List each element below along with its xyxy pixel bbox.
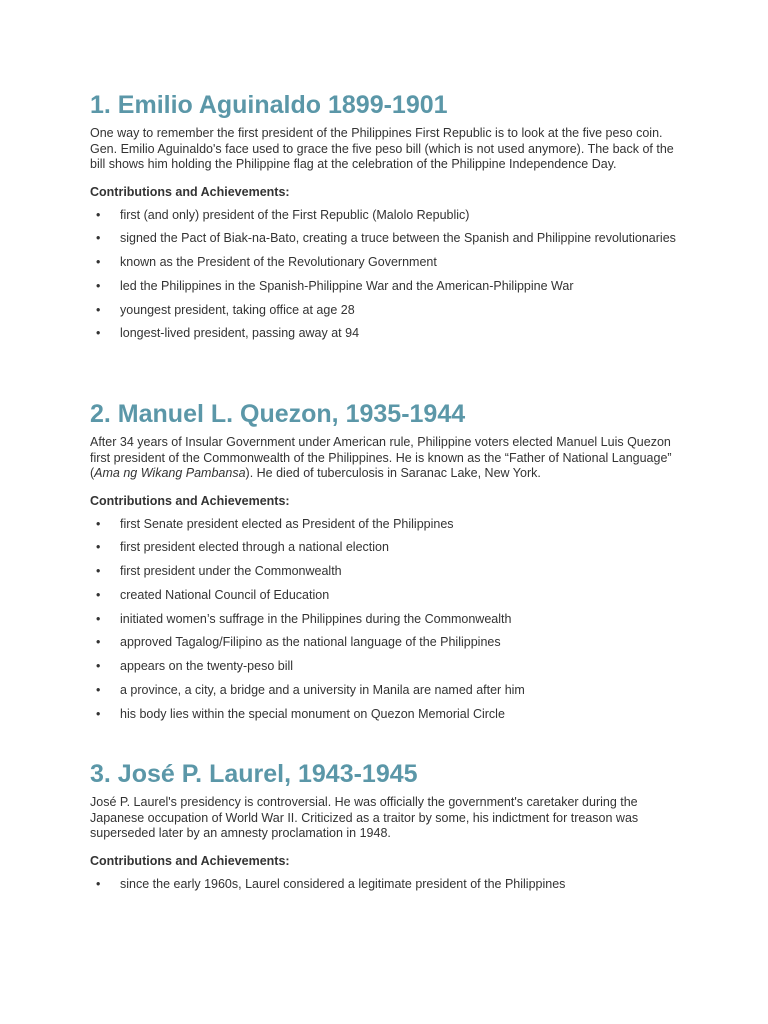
list-item: • first (and only) president of the First Republic (Malolo Republic)	[96, 207, 470, 222]
list-item: • approved Tagalog/Filipino as the national language of the Philippines	[96, 635, 501, 650]
contributions-subheading: Contributions and Achievements:	[90, 853, 290, 868]
bullet-icon: •	[96, 683, 101, 698]
contributions-list	[90, 517, 680, 723]
contributions-subheading: Contributions and Achievements:	[90, 184, 290, 199]
bullet-icon: •	[96, 302, 101, 317]
contributions-subheading: Contributions and Achievements:	[90, 493, 290, 508]
list-item: • since the early 1960s, Laurel considered a legitimate president of the Philippines	[96, 876, 566, 891]
section-title: 1. Emilio Aguinaldo 1899-1901	[90, 91, 448, 119]
bullet-icon: •	[96, 255, 101, 270]
section-title: 3. José P. Laurel, 1943-1945	[90, 760, 418, 788]
bullet-icon: •	[96, 540, 101, 555]
bullet-icon: •	[96, 706, 101, 721]
list-item: • longest-lived president, passing away at 94	[96, 326, 360, 341]
list-item: • first Senate president elected as President of the Philippines	[96, 516, 454, 531]
list-item: • appears on the twenty-peso bill	[96, 659, 294, 674]
list-item: • a province, a city, a bridge and a university in Manila are named after him	[96, 683, 525, 698]
list-item: • initiated women’s suffrage in the Philippines during the Commonwealth	[96, 611, 512, 626]
bullet-icon: •	[96, 278, 101, 293]
bullet-icon: •	[96, 207, 101, 222]
bullet-icon: •	[96, 611, 101, 626]
list-item: • his body lies within the special monument on Quezon Memorial Circle	[96, 706, 505, 721]
italic-phrase: Ama ng Wikang Pambansa	[94, 466, 246, 480]
contributions-list	[90, 208, 680, 342]
bullet-icon: •	[96, 876, 101, 891]
section-paragraph: After 34 years of Insular Government under American rule, Philippine voters elected Manuel Luis Quezon first president of the Commonwealth of the Philippines. He is known as the “Father of National Language” (Ama ng Wikang Pambansa). He died of tuberculosis in Saranac Lake, New York.	[90, 435, 672, 480]
bullet-icon: •	[96, 326, 101, 341]
section-laurel	[90, 759, 680, 900]
section-title: 2. Manuel L. Quezon, 1935-1944	[90, 400, 466, 428]
list-item: • created National Council of Education	[96, 587, 330, 602]
bullet-icon: •	[96, 659, 101, 674]
list-item: • led the Philippines in the Spanish-Philippine War and the American-Philippine War	[96, 278, 574, 293]
section-aguinaldo	[90, 90, 680, 350]
bullet-icon: •	[96, 635, 101, 650]
list-item: • youngest president, taking office at age 28	[96, 302, 355, 317]
contributions-list	[90, 877, 680, 893]
bullet-icon: •	[96, 516, 101, 531]
section-paragraph: José P. Laurel's presidency is controversial. He was officially the government's caretaker during the Japanese occupation of World War II. Criticized as a traitor by some, his indictment for treason was superseded later by an amnesty proclamation in 1948.	[90, 795, 639, 840]
section-paragraph: One way to remember the first president of the Philippines First Republic is to look at the five peso coin. Gen. Emilio Aguinaldo's face used to grace the five peso bill (which is not used anymore). The back of the bill shows him holding the Philippine flag at the celebration of the Philippine Independence Day.	[90, 126, 674, 171]
bullet-icon: •	[96, 231, 101, 246]
bullet-icon: •	[96, 564, 101, 579]
bullet-icon: •	[96, 587, 101, 602]
list-item: • first president under the Commonwealth	[96, 564, 342, 579]
list-item: • known as the President of the Revolutionary Government	[96, 255, 437, 270]
list-item: • first president elected through a national election	[96, 540, 389, 555]
list-item: • signed the Pact of Biak-na-Bato, creating a truce between the Spanish and Philippine revolutionaries	[96, 231, 676, 246]
section-quezon	[90, 399, 680, 731]
